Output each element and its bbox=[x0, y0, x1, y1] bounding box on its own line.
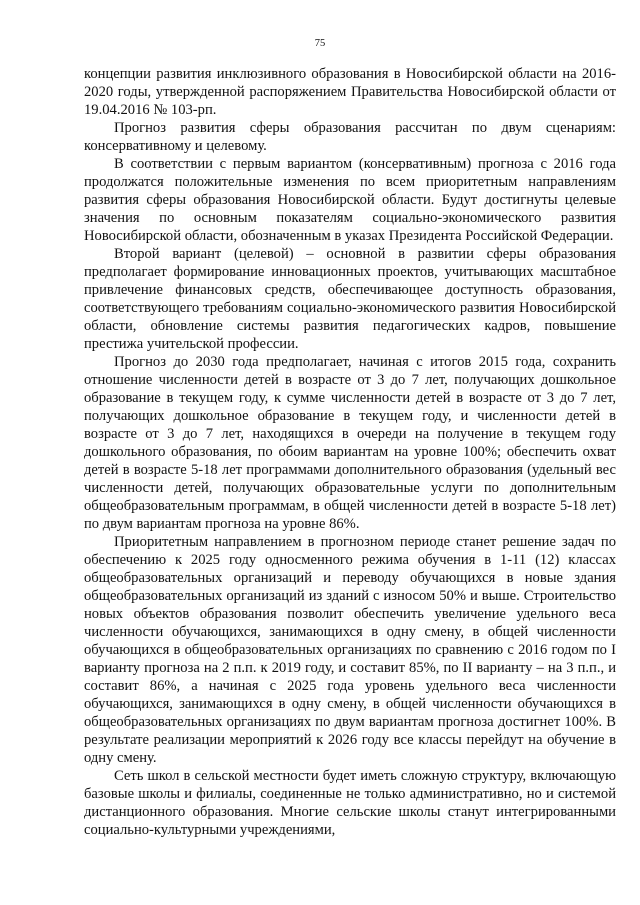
paragraph-rural-schools: Сеть школ в сельской местности будет иметь сложную структуру, включающую базовые школы и филиалы, соединенные не только административно, но и системой дистанционного образования. Многие сельские школы станут интегрированными социально-культурными учреждениями, bbox=[84, 768, 616, 838]
paragraph-conservative-variant: В соответствии с первым вариантом (консервативным) прогноза с 2016 года продолжатся положительные изменения по всем приоритетным направлениям развития сферы образования Новосибирской области. Будут достигнуты целевые значения по основным показателям социально-экономического развития Новосибирской области, обозначенным в указах Президента Российской Федерации. bbox=[84, 156, 616, 244]
page-number: 75 bbox=[314, 38, 326, 49]
paragraph-forecast-scenarios: Прогноз развития сферы образования рассчитан по двум сценариям: консервативному и целевому. bbox=[84, 120, 616, 154]
paragraph-target-variant: Второй вариант (целевой) – основной в развитии сферы образования предполагает формирование инновационных проектов, учитывающих масштабное привлечение финансовых средств, обеспечивающее доступность образования, соответствующего требованиям социально-экономического развития Новосибирской области, обновление системы развития педагогических кадров, повышение престижа учительской профессии. bbox=[84, 246, 616, 352]
paragraph-forecast-2030: Прогноз до 2030 года предполагает, начиная с итогов 2015 года, сохранить отношение численности детей в возрасте от 3 до 7 лет, получающих дошкольное образование в текущем году, к сумме численности детей в возрасте от 3 до 7 лет, получающих дошкольное образование в текущем году, и численности детей в возрасте от 3 до 7 лет, находящихся в очереди на получение в текущем году дошкольного образования, по обоим вариантам на уровне 100%; обеспечить охват детей в возрасте 5-18 лет программами дополнительного образования (удельный вес численности детей, получающих образовательные услуги по дополнительным общеобразовательным программам, в общей численности детей в возрасте 5-18 лет) по двум вариантам прогноза на уровне 86%. bbox=[84, 354, 616, 532]
document-body bbox=[84, 65, 616, 839]
paragraph-continuation: концепции развития инклюзивного образования в Новосибирской области на 2016-2020 годы, утвержденной распоряжением Правительства Новосибирской области от 19.04.2016 № 103-рп. bbox=[84, 66, 616, 118]
paragraph-priority-direction: Приоритетным направлением в прогнозном периоде станет решение задач по обеспечению к 2025 году односменного режима обучения в 1-11 (12) классах общеобразовательных организаций и переводу обучающихся в новые здания общеобразовательных организаций из зданий с износом 50% и выше. Строительство новых объектов образования позволит обеспечить увеличение удельного веса численности обучающихся, занимающихся в одну смену, в общей численности обучающихся в общеобразовательных организациях по сравнению с 2016 годом по I варианту прогноза на 2 п.п. к 2019 году, и составит 85%, по II варианту – на 3 п.п., и составит 86%, а начиная с 2025 года уровень удельного веса численности обучающихся, занимающихся в одну смену, в общей численности обучающихся в общеобразовательных организациях по двум вариантам прогноза достигнет 100%. В результате реализации мероприятий к 2026 году все классы перейдут на обучение в одну смену. bbox=[84, 534, 616, 766]
